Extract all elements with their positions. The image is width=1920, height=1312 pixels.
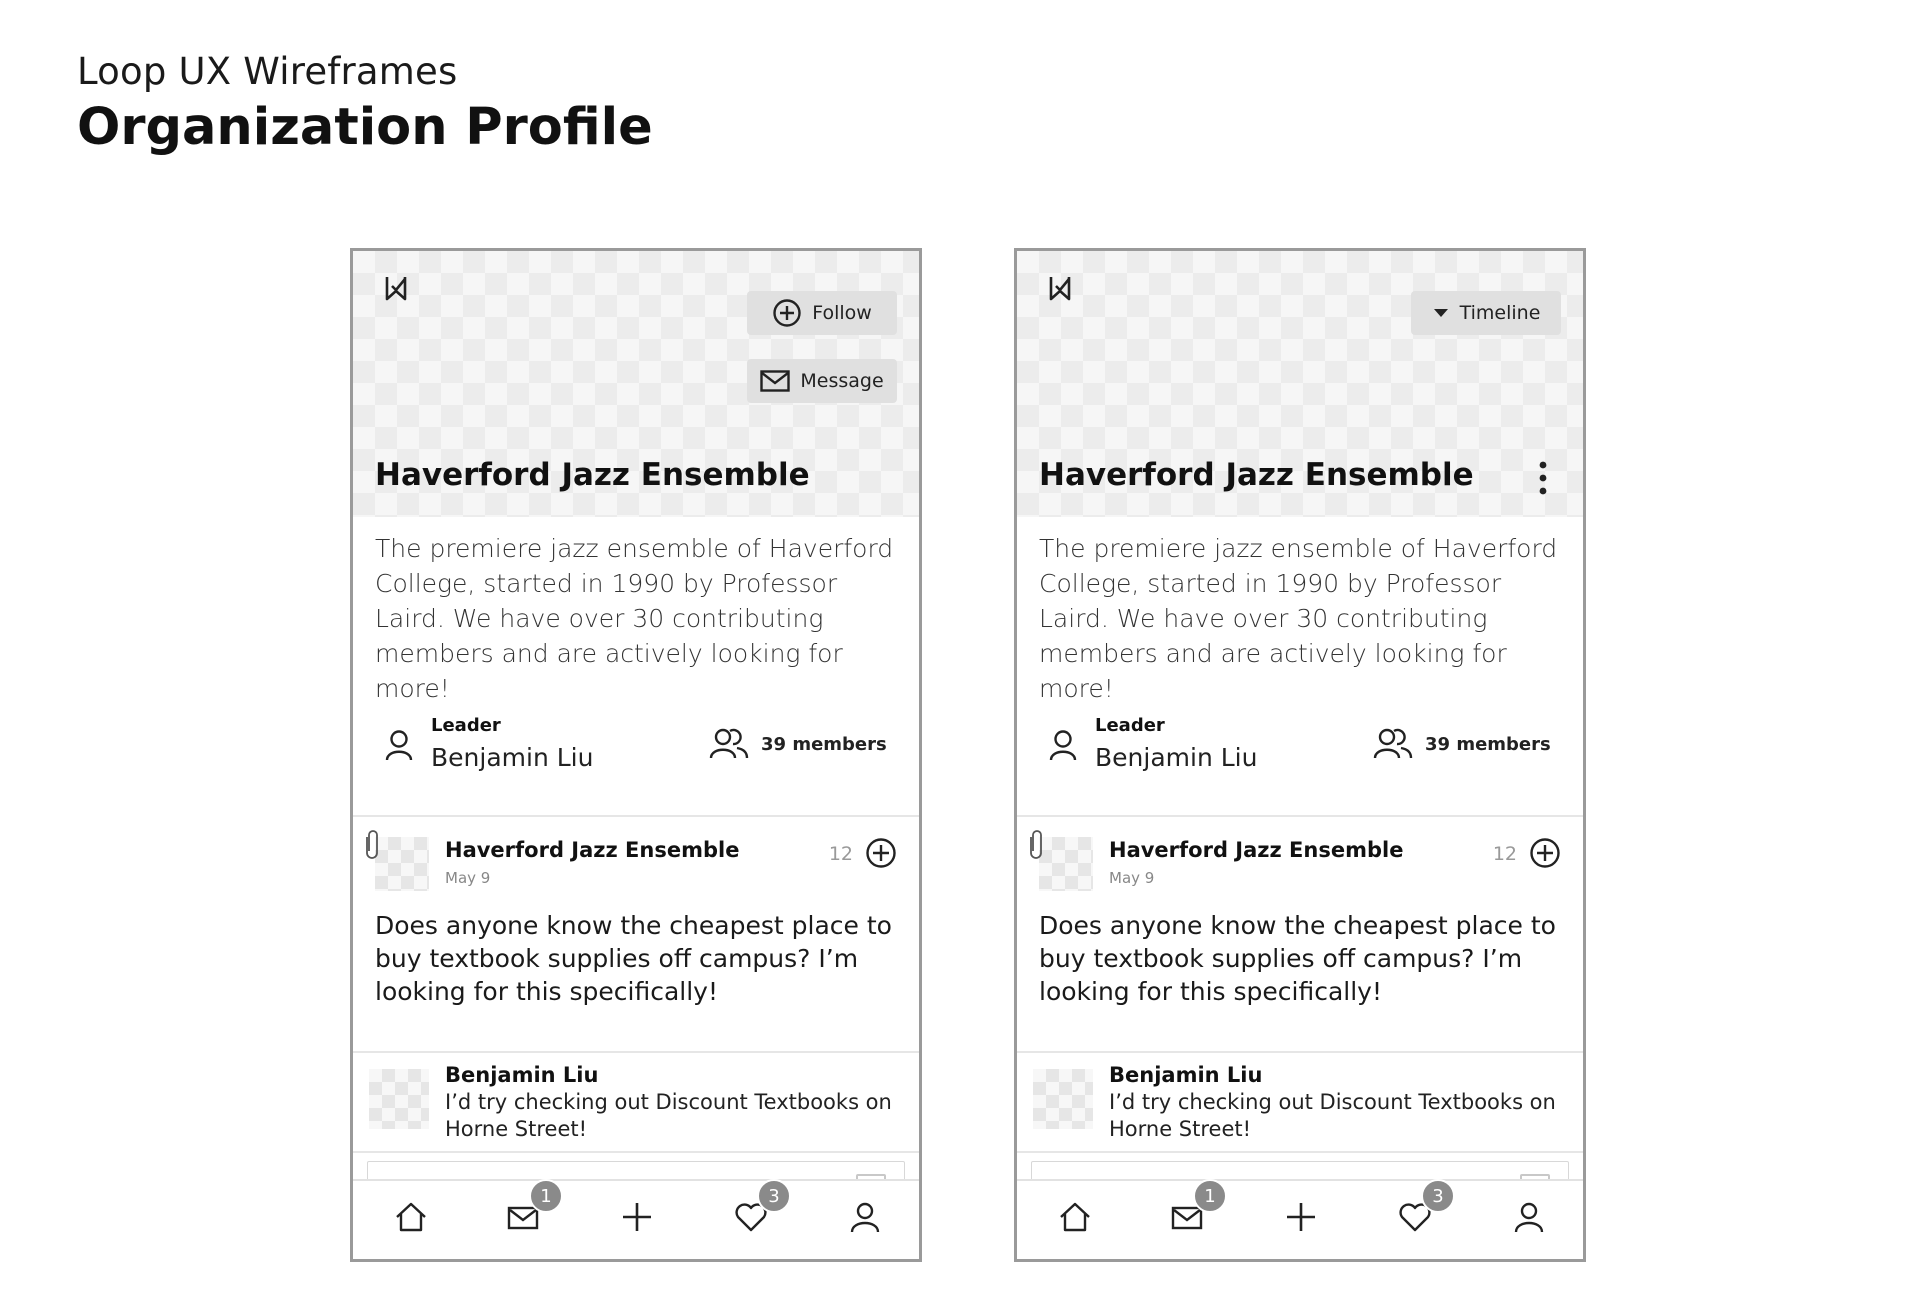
org-description: The premiere jazz ensemble of Haverford College, started in 1990 by Professor Laird. We have over 30 contributing members and are actively looking for more! bbox=[375, 534, 894, 703]
add-circle-icon[interactable] bbox=[865, 837, 897, 869]
loop-logo-icon[interactable] bbox=[1047, 273, 1073, 303]
person-icon bbox=[385, 729, 413, 761]
inbox-badge: 1 bbox=[1193, 1179, 1227, 1213]
divider bbox=[353, 815, 919, 817]
document-title: Organization Profile bbox=[77, 98, 653, 157]
group-icon bbox=[1373, 727, 1413, 759]
profile-icon[interactable] bbox=[1511, 1199, 1547, 1235]
reply-author[interactable]: Benjamin Liu bbox=[445, 1063, 599, 1087]
org-name: Haverford Jazz Ensemble bbox=[1039, 457, 1474, 493]
post-count: 12 bbox=[1492, 843, 1517, 865]
post-date: May 9 bbox=[1109, 869, 1155, 887]
org-description: The premiere jazz ensemble of Haverford College, started in 1990 by Professor Laird. We have over 30 contributing members and are actively looking for more! bbox=[1039, 534, 1558, 703]
home-icon[interactable] bbox=[393, 1199, 429, 1235]
org-name: Haverford Jazz Ensemble bbox=[375, 457, 810, 493]
add-circle-icon[interactable] bbox=[1529, 837, 1561, 869]
leader-name[interactable]: Benjamin Liu bbox=[431, 743, 594, 772]
profile-header bbox=[353, 251, 919, 517]
more-vertical-icon[interactable] bbox=[1539, 461, 1547, 495]
paperclip-icon bbox=[359, 827, 385, 863]
follow-button[interactable] bbox=[747, 291, 897, 335]
add-circle-icon bbox=[772, 298, 802, 328]
profile-icon[interactable] bbox=[847, 1199, 883, 1235]
avatar bbox=[369, 1069, 429, 1129]
profile-header bbox=[1017, 251, 1583, 517]
add-icon[interactable] bbox=[619, 1199, 655, 1235]
leader-name[interactable]: Benjamin Liu bbox=[1095, 743, 1258, 772]
divider bbox=[353, 1151, 919, 1153]
paperclip-icon bbox=[1023, 827, 1049, 863]
divider bbox=[1017, 815, 1583, 817]
divider bbox=[1017, 1051, 1583, 1053]
divider bbox=[1017, 1151, 1583, 1153]
likes-badge: 3 bbox=[1421, 1179, 1455, 1213]
group-icon bbox=[709, 727, 749, 759]
post-count: 12 bbox=[828, 843, 853, 865]
person-icon bbox=[1049, 729, 1077, 761]
phone-screen-visitor bbox=[350, 248, 922, 1262]
message-label: Message bbox=[800, 370, 884, 392]
reply-author[interactable]: Benjamin Liu bbox=[1109, 1063, 1263, 1087]
reply-text: I’d try checking out Discount Textbooks on Horne Street! bbox=[1109, 1090, 1556, 1141]
avatar bbox=[1033, 1069, 1093, 1129]
post-date: May 9 bbox=[445, 869, 491, 887]
reply-text: I’d try checking out Discount Textbooks on Horne Street! bbox=[445, 1090, 892, 1141]
loop-logo-icon[interactable] bbox=[383, 273, 409, 303]
caret-down-icon bbox=[1432, 307, 1450, 319]
home-icon[interactable] bbox=[1057, 1199, 1093, 1235]
post-author[interactable]: Haverford Jazz Ensemble bbox=[445, 838, 740, 862]
likes-badge: 3 bbox=[757, 1179, 791, 1213]
add-icon[interactable] bbox=[1283, 1199, 1319, 1235]
post-body: Does anyone know the cheapest place to buy textbook supplies off campus? I’m looking for this specifically! bbox=[1039, 911, 1556, 1006]
message-button[interactable] bbox=[747, 359, 897, 403]
members-count[interactable]: 39 members bbox=[761, 734, 887, 755]
members-count[interactable]: 39 members bbox=[1425, 734, 1551, 755]
post-body: Does anyone know the cheapest place to buy textbook supplies off campus? I’m looking for this specifically! bbox=[375, 911, 892, 1006]
document-subtitle: Loop UX Wireframes bbox=[77, 50, 458, 93]
timeline-label: Timeline bbox=[1459, 302, 1541, 324]
phone-screen-member bbox=[1014, 248, 1586, 1262]
timeline-dropdown[interactable] bbox=[1411, 291, 1561, 335]
divider bbox=[353, 1051, 919, 1053]
leader-label: Leader bbox=[1095, 715, 1165, 736]
post-author[interactable]: Haverford Jazz Ensemble bbox=[1109, 838, 1404, 862]
bottom-nav bbox=[353, 1179, 919, 1259]
bottom-nav bbox=[1017, 1179, 1583, 1259]
mail-icon bbox=[760, 370, 790, 392]
follow-label: Follow bbox=[812, 302, 872, 324]
leader-label: Leader bbox=[431, 715, 501, 736]
inbox-badge: 1 bbox=[529, 1179, 563, 1213]
